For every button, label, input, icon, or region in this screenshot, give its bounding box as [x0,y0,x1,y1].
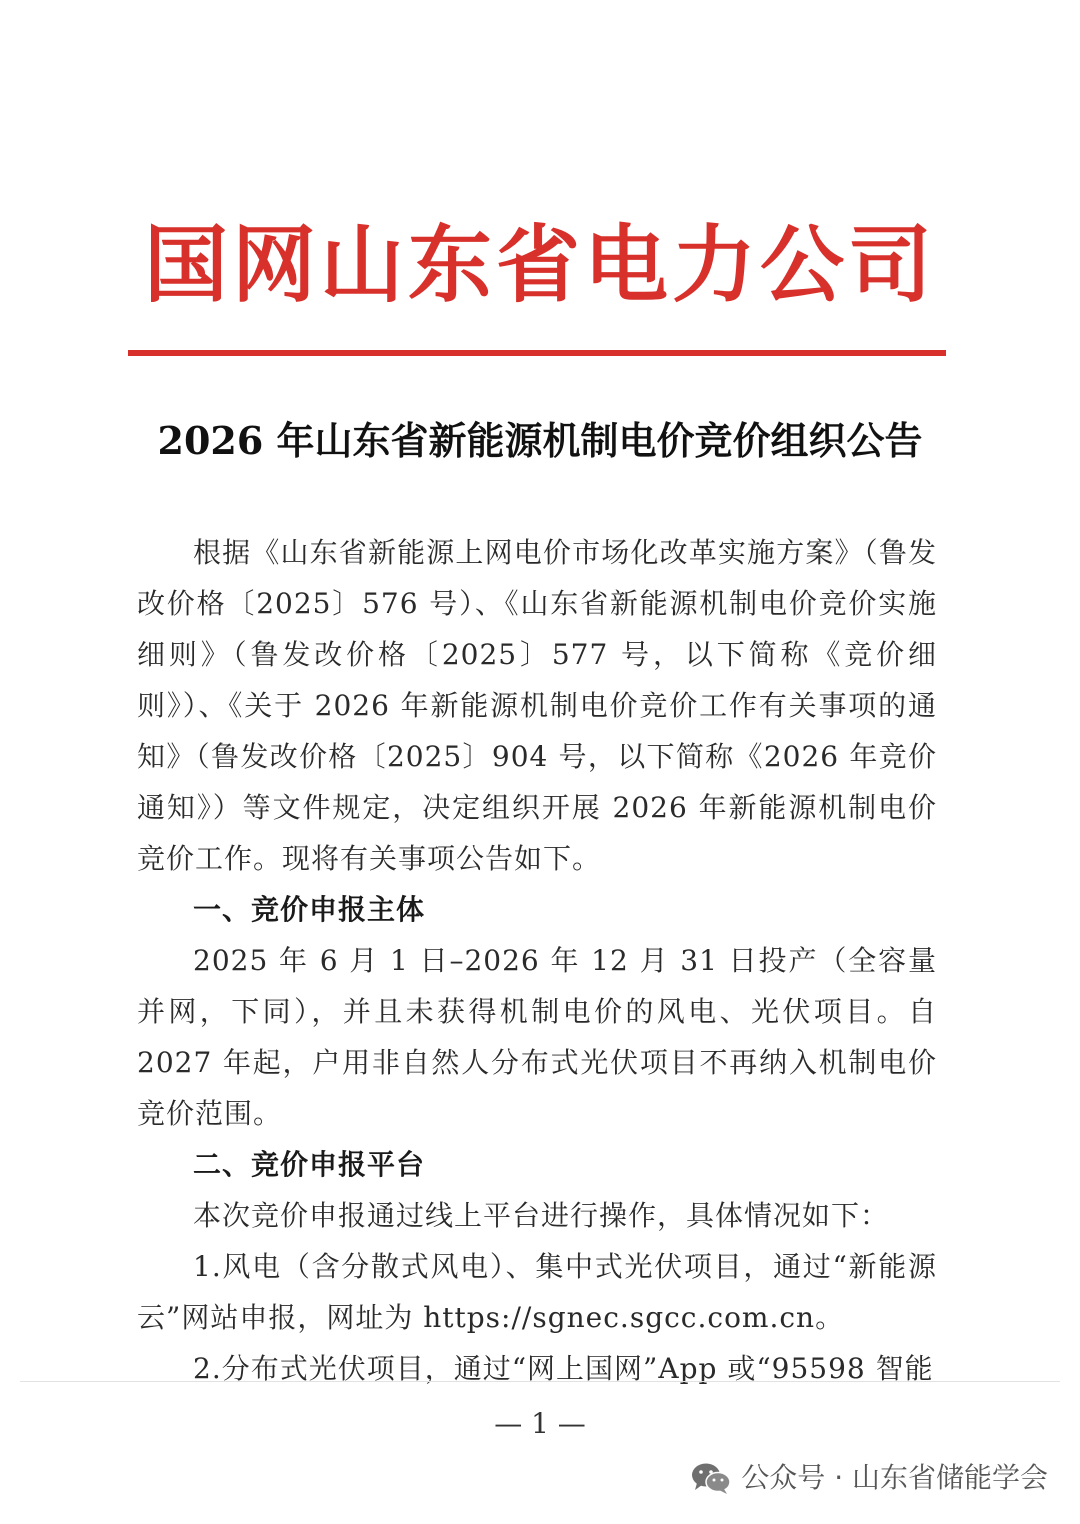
body-paragraph: 2.分布式光伏项目，通过“网上国网”App 或“95598 智能 [193,1352,934,1385]
wechat-icon [691,1461,731,1495]
body-paragraph: 1.风电（含分散式风电）、集中式光伏项目，通过“新能源云”网站申报，网址为 https://sgnec.sgcc.com.cn。 [137,1250,937,1334]
body-paragraph: 本次竞价申报通过线上平台进行操作，具体情况如下： [193,1199,890,1232]
org-header: 国网山东省电力公司 [143,215,936,314]
watermark [691,1456,1048,1500]
bottom-divider [20,1381,1060,1382]
watermark-text: 公众号 · 山东省储能学会 [741,1461,1048,1494]
section-heading: 二、竞价申报平台 [193,1148,426,1181]
body-paragraph: 2025 年 6 月 1 日–2026 年 12 月 31 日投产（全容量并网，下同），并且未获得机制电价的风电、光伏项目。自 2027 年起，户用非自然人分布式光伏项目不再纳入机制电价竞价范围。 [137,944,937,1130]
section-heading: 一、竞价申报主体 [193,893,426,926]
page-number: — 1 — [494,1407,586,1440]
document-title: 2026 年山东省新能源机制电价竞价组织公告 [157,418,923,463]
header-red-rule [128,350,946,356]
body-paragraph: 根据《山东省新能源上网电价市场化改革实施方案》（鲁发改价格〔2025〕576 号）、《山东省新能源机制电价竞价实施细则》（鲁发改价格〔2025〕577 号，以下简称《竞价细则》）、《关于 2026 年新能源机制电价竞价工作有关事项的通知》（鲁发改价格〔2025〕904 号，以下简称《2026 年竞价通知》）等文件规定，决定组织开展 2026 年新能源机制电价竞价工作。现将有关事项公告如下。 [137,536,937,875]
document-body [137,527,937,1394]
